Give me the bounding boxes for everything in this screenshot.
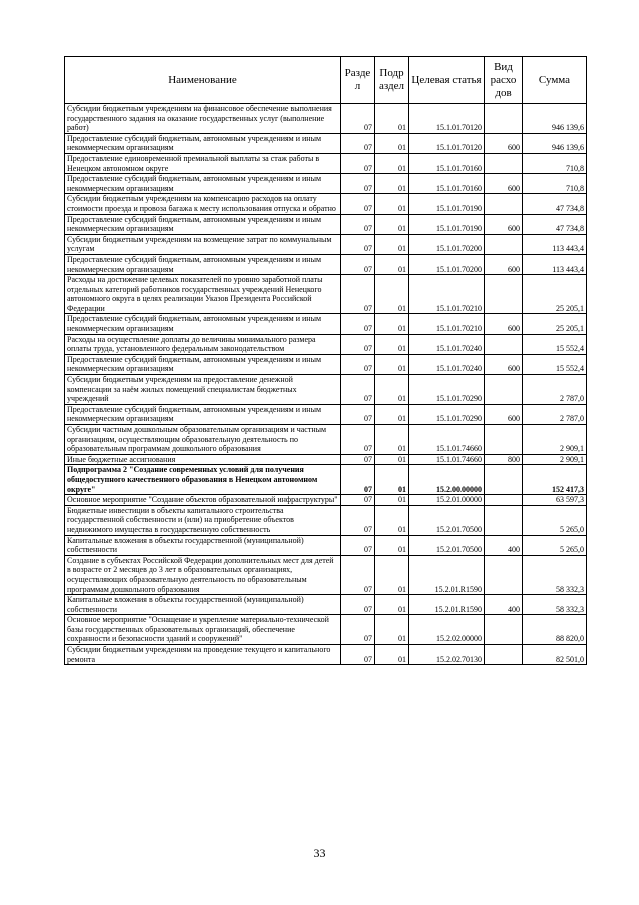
table-row	[65, 465, 587, 495]
header-razdel: Разде л	[341, 57, 375, 104]
cell-target: 15.1.01.70290	[409, 375, 485, 405]
cell-razdel: 07	[341, 234, 375, 254]
cell-target: 15.2.02.70130	[409, 645, 485, 665]
cell-razdel: 07	[341, 375, 375, 405]
cell-vid	[485, 645, 523, 665]
table-row	[65, 535, 587, 555]
cell-name: Основное мероприятие "Оснащение и укрепление материально-технической базы государственных образовательных организаций, обеспечение сохранности и безопасности зданий и сооружений"	[65, 615, 341, 645]
header-vid: Вид расхо дов	[485, 57, 523, 104]
cell-name: Иные бюджетные ассигнования	[65, 454, 341, 465]
cell-name: Предоставление субсидий бюджетным, автономным учреждениям и иным некоммерческим организациям	[65, 404, 341, 424]
table-row	[65, 375, 587, 405]
cell-podrazdel: 01	[375, 133, 409, 153]
cell-sum: 5 265,0	[523, 535, 587, 555]
cell-sum: 710,8	[523, 153, 587, 173]
cell-podrazdel: 01	[375, 234, 409, 254]
cell-sum: 15 552,4	[523, 354, 587, 374]
cell-vid: 400	[485, 595, 523, 615]
cell-vid	[485, 555, 523, 594]
table-row	[65, 153, 587, 173]
cell-target: 15.1.01.70210	[409, 314, 485, 334]
header-target: Целевая статья	[409, 57, 485, 104]
cell-podrazdel: 01	[375, 334, 409, 354]
cell-razdel: 07	[341, 334, 375, 354]
cell-sum: 58 332,3	[523, 555, 587, 594]
cell-podrazdel: 01	[375, 275, 409, 314]
cell-razdel: 07	[341, 174, 375, 194]
cell-name: Предоставление субсидий бюджетным, автономным учреждениям и иным некоммерческим организациям	[65, 254, 341, 274]
cell-razdel: 07	[341, 354, 375, 374]
cell-sum: 2 909,1	[523, 425, 587, 455]
cell-target: 15.1.01.70200	[409, 254, 485, 274]
budget-table-container	[64, 56, 586, 665]
cell-vid: 800	[485, 454, 523, 465]
cell-target: 15.2.01.70500	[409, 535, 485, 555]
cell-name: Предоставление единовременной премиальной выплаты за стаж работы в Ненецком автономном округе	[65, 153, 341, 173]
cell-razdel: 07	[341, 314, 375, 334]
cell-podrazdel: 01	[375, 615, 409, 645]
table-header-row	[65, 57, 587, 104]
table-row	[65, 505, 587, 535]
cell-razdel: 07	[341, 454, 375, 465]
cell-vid	[485, 334, 523, 354]
cell-razdel: 07	[341, 254, 375, 274]
cell-vid	[485, 615, 523, 645]
cell-razdel: 07	[341, 104, 375, 134]
table-row	[65, 555, 587, 594]
cell-vid: 600	[485, 354, 523, 374]
cell-sum: 25 205,1	[523, 314, 587, 334]
cell-vid	[485, 495, 523, 506]
cell-vid	[485, 194, 523, 214]
table-row	[65, 615, 587, 645]
cell-name: Предоставление субсидий бюджетным, автономным учреждениям и иным некоммерческим организациям	[65, 214, 341, 234]
cell-name: Субсидии бюджетным учреждениям на возмещение затрат по коммунальным услугам	[65, 234, 341, 254]
table-row	[65, 174, 587, 194]
cell-target: 15.1.01.70190	[409, 214, 485, 234]
cell-target: 15.1.01.70190	[409, 194, 485, 214]
cell-vid: 600	[485, 214, 523, 234]
cell-vid	[485, 275, 523, 314]
table-row	[65, 454, 587, 465]
cell-vid	[485, 465, 523, 495]
cell-sum: 82 501,0	[523, 645, 587, 665]
cell-name: Расходы на осуществление доплаты до величины минимального размера оплаты труда, установленного федеральным законодательством	[65, 334, 341, 354]
cell-podrazdel: 01	[375, 495, 409, 506]
table-row	[65, 104, 587, 134]
cell-podrazdel: 01	[375, 153, 409, 173]
cell-vid	[485, 153, 523, 173]
table-row	[65, 495, 587, 506]
cell-podrazdel: 01	[375, 645, 409, 665]
page-number: 33	[313, 846, 326, 860]
cell-razdel: 07	[341, 404, 375, 424]
cell-podrazdel: 01	[375, 425, 409, 455]
cell-podrazdel: 01	[375, 314, 409, 334]
cell-podrazdel: 01	[375, 595, 409, 615]
cell-target: 15.1.01.70160	[409, 174, 485, 194]
header-sum: Сумма	[523, 57, 587, 104]
cell-target: 15.1.01.70290	[409, 404, 485, 424]
table-row	[65, 334, 587, 354]
cell-target: 15.2.01.00000	[409, 495, 485, 506]
table-body	[65, 104, 587, 665]
table-row	[65, 214, 587, 234]
cell-target: 15.2.01.70500	[409, 505, 485, 535]
cell-target: 15.1.01.70120	[409, 104, 485, 134]
cell-podrazdel: 01	[375, 104, 409, 134]
table-row	[65, 254, 587, 274]
table-row	[65, 595, 587, 615]
cell-sum: 2 787,0	[523, 404, 587, 424]
cell-vid	[485, 375, 523, 405]
cell-razdel: 07	[341, 535, 375, 555]
cell-podrazdel: 01	[375, 354, 409, 374]
cell-podrazdel: 01	[375, 254, 409, 274]
cell-target: 15.2.02.00000	[409, 615, 485, 645]
cell-podrazdel: 01	[375, 404, 409, 424]
cell-name: Предоставление субсидий бюджетным, автономным учреждениям и иным некоммерческим организациям	[65, 174, 341, 194]
cell-podrazdel: 01	[375, 194, 409, 214]
budget-table	[64, 56, 587, 665]
table-row	[65, 234, 587, 254]
table-row	[65, 354, 587, 374]
cell-razdel: 07	[341, 153, 375, 173]
cell-target: 15.1.01.70240	[409, 354, 485, 374]
cell-razdel: 07	[341, 214, 375, 234]
cell-vid: 600	[485, 133, 523, 153]
table-row	[65, 404, 587, 424]
table-row	[65, 194, 587, 214]
cell-sum: 152 417,3	[523, 465, 587, 495]
cell-name: Предоставление субсидий бюджетным, автономным учреждениям и иным некоммерческим организациям	[65, 354, 341, 374]
cell-target: 15.1.01.70240	[409, 334, 485, 354]
cell-razdel: 07	[341, 555, 375, 594]
cell-razdel: 07	[341, 133, 375, 153]
cell-sum: 946 139,6	[523, 104, 587, 134]
cell-razdel: 07	[341, 194, 375, 214]
cell-razdel: 07	[341, 275, 375, 314]
cell-podrazdel: 01	[375, 214, 409, 234]
cell-vid	[485, 425, 523, 455]
cell-sum: 47 734,8	[523, 214, 587, 234]
cell-sum: 710,8	[523, 174, 587, 194]
cell-target: 15.1.01.74660	[409, 425, 485, 455]
cell-name: Капитальные вложения в объекты государственной (муниципальной) собственности	[65, 595, 341, 615]
cell-podrazdel: 01	[375, 535, 409, 555]
cell-sum: 946 139,6	[523, 133, 587, 153]
cell-target: 15.1.01.74660	[409, 454, 485, 465]
cell-razdel: 07	[341, 615, 375, 645]
cell-vid	[485, 234, 523, 254]
cell-name: Субсидии частным дошкольным образовательным организациям и частным организациям, осуществляющим образовательную деятельность по образовательным программам дошкольного образования	[65, 425, 341, 455]
cell-vid: 600	[485, 404, 523, 424]
cell-target: 15.2.00.00000	[409, 465, 485, 495]
cell-vid: 600	[485, 254, 523, 274]
cell-target: 15.1.01.70120	[409, 133, 485, 153]
cell-name: Субсидии бюджетным учреждениям на финансовое обеспечение выполнения государственного задания на оказание государственных услуг (выполнение работ)	[65, 104, 341, 134]
table-row	[65, 133, 587, 153]
cell-name: Основное мероприятие "Создание объектов образовательной инфраструктуры"	[65, 495, 341, 506]
cell-name: Субсидии бюджетным учреждениям на предоставление денежной компенсации за наём жилых помещений специалистам бюджетных учреждений	[65, 375, 341, 405]
cell-vid: 400	[485, 535, 523, 555]
cell-podrazdel: 01	[375, 465, 409, 495]
cell-name: Субсидии бюджетным учреждениям на компенсацию расходов на оплату стоимости проезда и провоза багажа к месту использования отпуска и обратно	[65, 194, 341, 214]
cell-target: 15.1.01.70160	[409, 153, 485, 173]
cell-name: Создание в субъектах Российской Федерации дополнительных мест для детей в возрасте от 2 месяцев до 3 лет в образовательных организациях, осуществляющих образовательную деятельность по образовательным программам дошкольного образования	[65, 555, 341, 594]
cell-razdel: 07	[341, 505, 375, 535]
cell-sum: 58 332,3	[523, 595, 587, 615]
cell-sum: 47 734,8	[523, 194, 587, 214]
table-row	[65, 275, 587, 314]
cell-podrazdel: 01	[375, 174, 409, 194]
cell-sum: 2 787,0	[523, 375, 587, 405]
cell-vid	[485, 104, 523, 134]
cell-vid	[485, 505, 523, 535]
cell-razdel: 07	[341, 465, 375, 495]
cell-name: Подпрограмма 2 "Создание современных условий для получения общедоступного качественного образования в Ненецком автономном округе"	[65, 465, 341, 495]
cell-razdel: 07	[341, 595, 375, 615]
cell-sum: 2 909,1	[523, 454, 587, 465]
cell-podrazdel: 01	[375, 454, 409, 465]
cell-target: 15.1.01.70200	[409, 234, 485, 254]
cell-razdel: 07	[341, 495, 375, 506]
cell-podrazdel: 01	[375, 505, 409, 535]
cell-sum: 15 552,4	[523, 334, 587, 354]
cell-razdel: 07	[341, 425, 375, 455]
cell-name: Расходы на достижение целевых показателей по уровню заработной платы отдельных категорий работников государственных учреждений Ненецкого автономного округа в целях реализации Указов Президента Российской Федерации	[65, 275, 341, 314]
table-row	[65, 645, 587, 665]
cell-podrazdel: 01	[375, 375, 409, 405]
cell-sum: 25 205,1	[523, 275, 587, 314]
cell-sum: 63 597,3	[523, 495, 587, 506]
cell-vid: 600	[485, 314, 523, 334]
cell-target: 15.1.01.70210	[409, 275, 485, 314]
cell-name: Предоставление субсидий бюджетным, автономным учреждениям и иным некоммерческим организациям	[65, 314, 341, 334]
cell-sum: 88 820,0	[523, 615, 587, 645]
cell-sum: 113 443,4	[523, 234, 587, 254]
cell-target: 15.2.01.R1590	[409, 555, 485, 594]
table-row	[65, 425, 587, 455]
cell-sum: 5 265,0	[523, 505, 587, 535]
cell-name: Предоставление субсидий бюджетным, автономным учреждениям и иным некоммерческим организациям	[65, 133, 341, 153]
cell-sum: 113 443,4	[523, 254, 587, 274]
cell-target: 15.2.01.R1590	[409, 595, 485, 615]
header-name: Наименование	[65, 57, 341, 104]
header-podrazdel: Подр аздел	[375, 57, 409, 104]
cell-vid: 600	[485, 174, 523, 194]
cell-name: Капитальные вложения в объекты государственной (муниципальной) собственности	[65, 535, 341, 555]
cell-podrazdel: 01	[375, 555, 409, 594]
table-row	[65, 314, 587, 334]
cell-name: Субсидии бюджетным учреждениям на проведение текущего и капитального ремонта	[65, 645, 341, 665]
cell-name: Бюджетные инвестиции в объекты капитального строительства государственной собственности и (или) на приобретение объектов недвижимого имущества в государственную собственность	[65, 505, 341, 535]
cell-razdel: 07	[341, 645, 375, 665]
